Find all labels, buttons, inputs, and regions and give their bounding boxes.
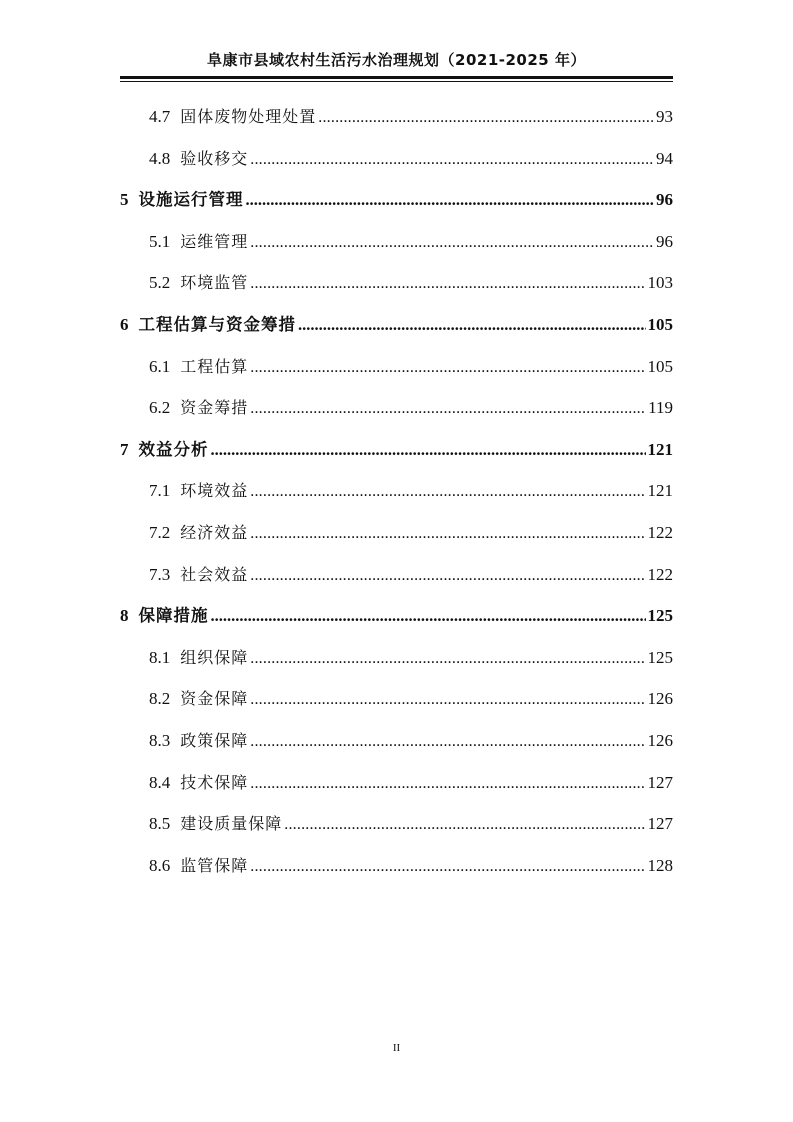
toc-entry-number: 8.5 (149, 814, 171, 834)
page-number: II (392, 1042, 401, 1054)
toc-entry-page: 125 (647, 606, 673, 626)
toc-entry-title: 资金保障 (180, 689, 249, 709)
toc-entry-number: 7.3 (149, 564, 171, 584)
toc-dot-leader (298, 313, 646, 337)
toc-entry-title: 工程估算与资金筹措 (138, 315, 296, 334)
toc-section-entry[interactable] (149, 230, 673, 254)
toc-entry-number: 7 (120, 439, 129, 459)
document-header-title: 阜康市县域农村生活污水治理规划（2021-2025 年） (207, 51, 586, 69)
toc-entry-title: 环境效益 (180, 481, 249, 501)
toc-entry-number: 8.3 (149, 731, 171, 750)
toc-entry-title: 社会效益 (180, 564, 249, 584)
toc-entry-title: 验收移交 (180, 148, 249, 168)
toc-entry-page: 122 (647, 564, 673, 584)
toc-dot-leader (250, 688, 645, 712)
toc-dot-leader (250, 730, 645, 754)
toc-entry-number: 8.2 (149, 689, 171, 709)
toc-chapter-entry[interactable] (120, 438, 673, 462)
toc-section-entry[interactable] (149, 479, 673, 503)
toc-entry-title: 资金筹措 (180, 398, 249, 418)
toc-entry-number: 6.2 (149, 398, 171, 418)
toc-chapter-entry[interactable] (120, 313, 673, 337)
toc-dot-leader (250, 647, 645, 671)
toc-entry-page: 127 (647, 772, 673, 792)
toc-entry-number: 5 (120, 190, 129, 210)
toc-entry-title: 工程估算 (180, 356, 249, 376)
toc-entry-page: 127 (647, 814, 673, 834)
toc-entry-title: 运维管理 (180, 231, 249, 251)
toc-dot-leader (250, 772, 645, 796)
toc-entry-page: 125 (647, 647, 673, 667)
toc-entry-title: 组织保障 (180, 647, 249, 667)
toc-dot-leader (284, 813, 645, 837)
toc-entry-number: 8 (120, 606, 129, 626)
toc-section-entry[interactable] (149, 147, 673, 171)
toc-section-entry[interactable] (149, 854, 673, 878)
toc-entry-page: 96 (656, 190, 673, 210)
toc-section-entry[interactable] (149, 355, 673, 379)
toc-dot-leader (318, 106, 654, 130)
toc-entry-page: 119 (648, 398, 673, 418)
toc-entry-number: 8.1 (149, 647, 171, 667)
toc-entry-number: 5.2 (149, 273, 171, 293)
toc-entry-page: 105 (647, 356, 673, 376)
toc-entry-title: 固体废物处理处置 (180, 107, 317, 126)
toc-entry-page: 126 (647, 731, 673, 750)
toc-entry-number: 4.8 (149, 148, 171, 168)
toc-dot-leader (211, 438, 646, 462)
toc-entry-page: 122 (647, 523, 673, 542)
toc-dot-leader (211, 604, 646, 628)
toc-entry-number: 7.2 (149, 523, 171, 542)
toc-entry-page: 128 (647, 855, 673, 875)
toc-chapter-entry[interactable] (120, 188, 673, 212)
toc-entry-title: 建设质量保障 (180, 814, 283, 834)
toc-dot-leader (250, 480, 645, 504)
toc-entry-title: 技术保障 (180, 772, 249, 792)
toc-entry-page: 121 (647, 439, 673, 459)
toc-dot-leader (250, 855, 645, 879)
toc-dot-leader (250, 564, 645, 588)
toc-section-entry[interactable] (149, 396, 673, 420)
toc-chapter-entry[interactable] (120, 604, 673, 628)
toc-section-entry[interactable] (149, 646, 673, 670)
toc-entry-title: 监管保障 (180, 855, 249, 875)
toc-entry-number: 7.1 (149, 481, 171, 501)
toc-entry-title: 经济效益 (180, 523, 249, 542)
toc-section-entry[interactable] (149, 271, 673, 295)
toc-entry-number: 4.7 (149, 107, 171, 126)
toc-dot-leader (250, 522, 645, 546)
toc-dot-leader (250, 148, 654, 172)
toc-entry-title: 政策保障 (180, 731, 249, 750)
toc-dot-leader (250, 272, 645, 296)
toc-dot-leader (250, 397, 646, 421)
toc-section-entry[interactable] (149, 521, 673, 545)
toc-entry-page: 126 (647, 689, 673, 709)
toc-dot-leader (250, 231, 654, 255)
toc-entry-title: 设施运行管理 (138, 190, 244, 210)
toc-entry-title: 效益分析 (138, 439, 209, 459)
toc-entry-page: 93 (656, 107, 673, 126)
toc-entry-title: 保障措施 (138, 606, 209, 626)
toc-entry-page: 96 (656, 231, 673, 251)
toc-entry-number: 8.4 (149, 772, 171, 792)
toc-entry-page: 94 (656, 148, 673, 168)
toc-entry-page: 103 (647, 273, 673, 293)
toc-section-entry[interactable] (149, 105, 673, 129)
toc-section-entry[interactable] (149, 687, 673, 711)
toc-entry-number: 5.1 (149, 231, 171, 251)
toc-section-entry[interactable] (149, 771, 673, 795)
toc-entry-page: 105 (647, 315, 673, 334)
toc-entry-number: 8.6 (149, 855, 171, 875)
toc-entry-number: 6 (120, 315, 129, 334)
toc-section-entry[interactable] (149, 812, 673, 836)
toc-entry-number: 6.1 (149, 356, 171, 376)
toc-section-entry[interactable] (149, 729, 673, 753)
toc-dot-leader (250, 356, 645, 380)
toc-entry-title: 环境监管 (180, 273, 249, 293)
toc-entry-page: 121 (647, 481, 673, 501)
toc-section-entry[interactable] (149, 563, 673, 587)
toc-dot-leader (246, 188, 655, 212)
